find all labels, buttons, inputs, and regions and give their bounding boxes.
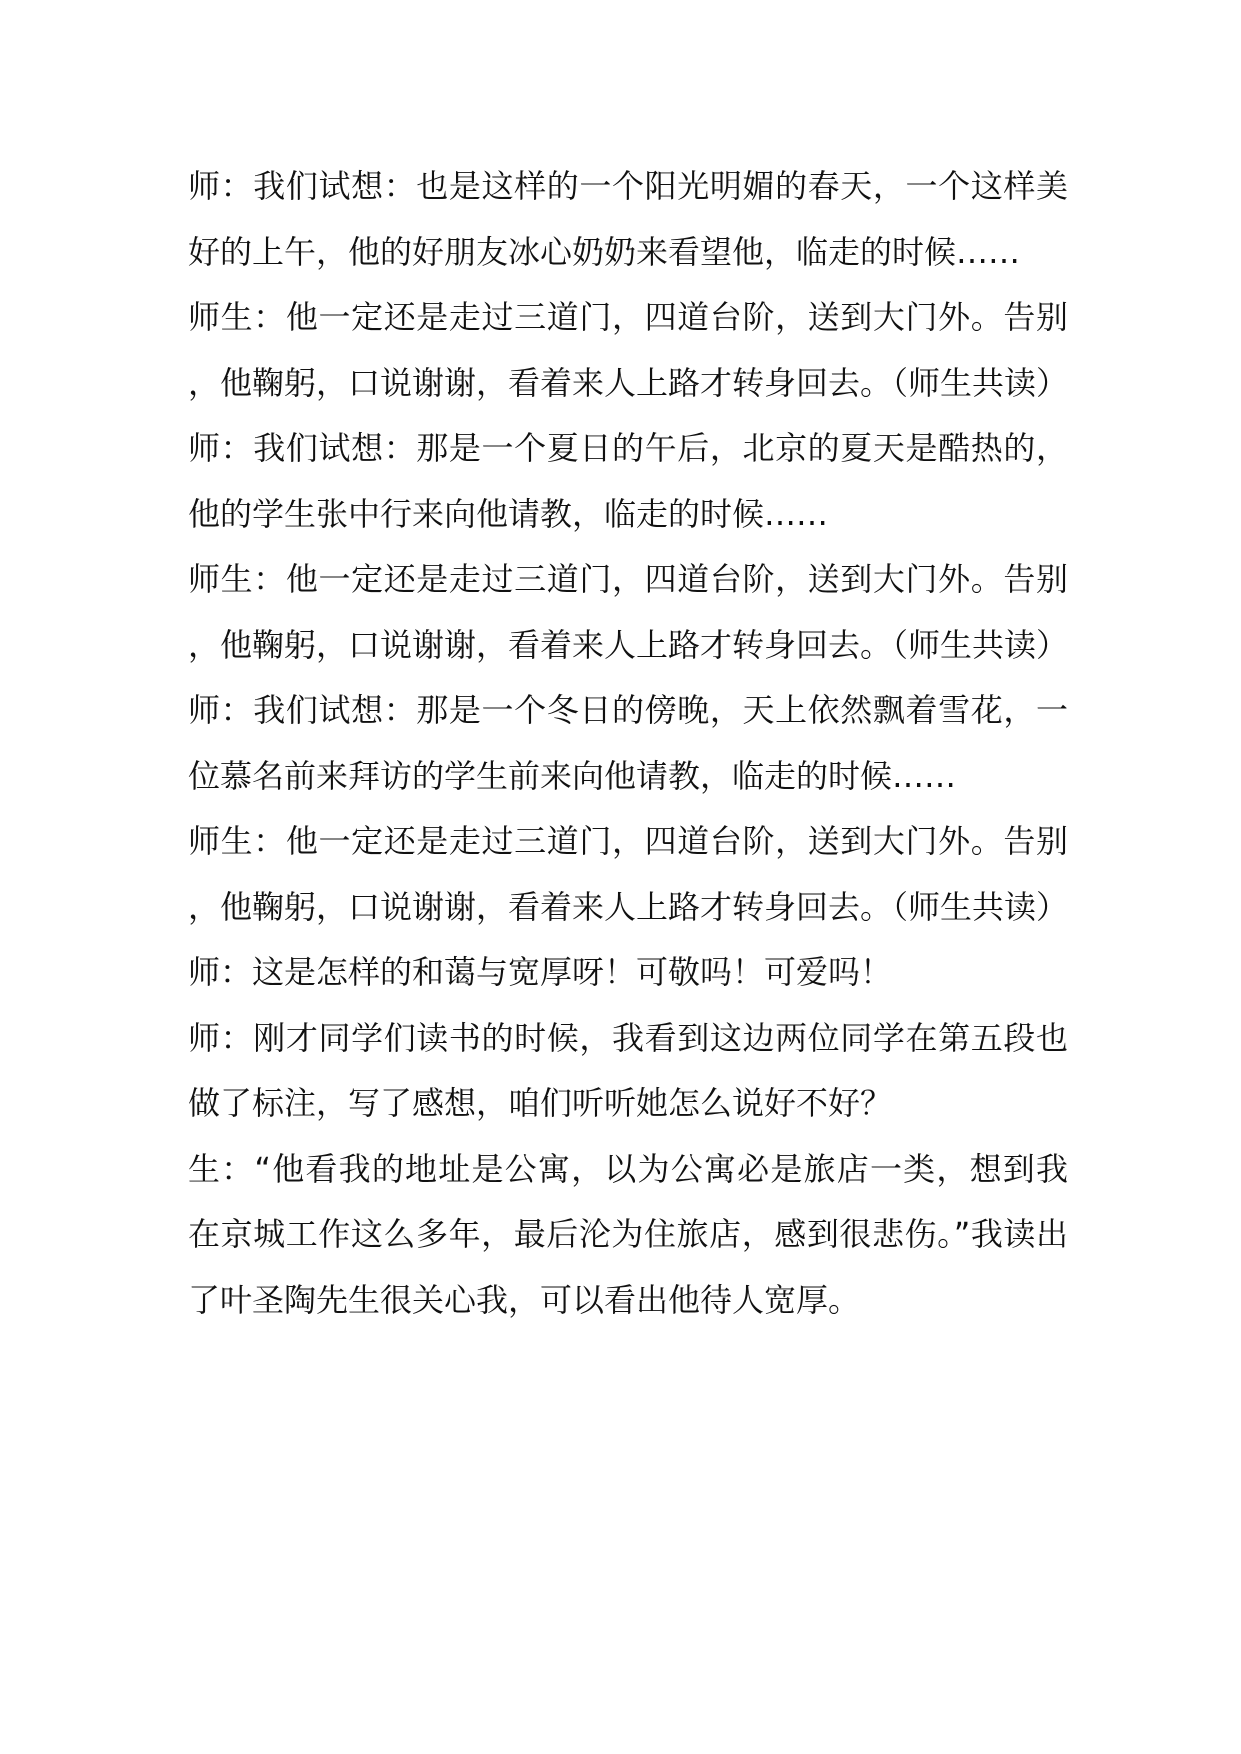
paragraph-teacher-question: 师：刚才同学们读书的时候，我看到这边两位同学在第五段也做了标注，写了感想，咱们听听她怎么说好不好？: [188, 1018, 1068, 1122]
paragraph-teacher-student-reading-3: 师生：他一定还是走过三道门，四道台阶，送到大门外。告别，他鞠躬，口说谢谢，看着来人上路才转身回去。（师生共读）: [188, 822, 1069, 926]
paragraph-student-response: 生：“他看我的地址是公寓，以为公寓必是旅店一类，想到我在京城工作这么多年，最后沦为住旅店，感到很悲伤。”我读出了叶圣陶先生很关心我，可以看出他待人宽厚。: [188, 1149, 1068, 1319]
paragraph-teacher-spring: 师：我们试想：也是这样的一个阳光明媚的春天，一个这样美好的上午，他的好朋友冰心奶奶来看望他，临走的时候……: [188, 167, 1068, 271]
paragraph-teacher-student-reading-1: 师生：他一定还是走过三道门，四道台阶，送到大门外。告别，他鞠躬，口说谢谢，看着来人上路才转身回去。（师生共读）: [188, 298, 1069, 402]
paragraph-teacher-summer: 师：我们试想：那是一个夏日的午后，北京的夏天是酷热的，他的学生张中行来向他请教，临走的时候……: [188, 429, 1068, 533]
paragraph-teacher-student-reading-2: 师生：他一定还是走过三道门，四道台阶，送到大门外。告别，他鞠躬，口说谢谢，看着来人上路才转身回去。（师生共读）: [188, 560, 1069, 664]
paragraph-teacher-winter: 师：我们试想：那是一个冬日的傍晚，天上依然飘着雪花，一位慕名前来拜访的学生前来向他请教，临走的时候……: [188, 691, 1068, 795]
document-body: [188, 154, 1068, 1333]
paragraph-teacher-exclamation: 师：这是怎样的和蔼与宽厚呀！可敬吗！可爱吗！: [188, 953, 893, 991]
